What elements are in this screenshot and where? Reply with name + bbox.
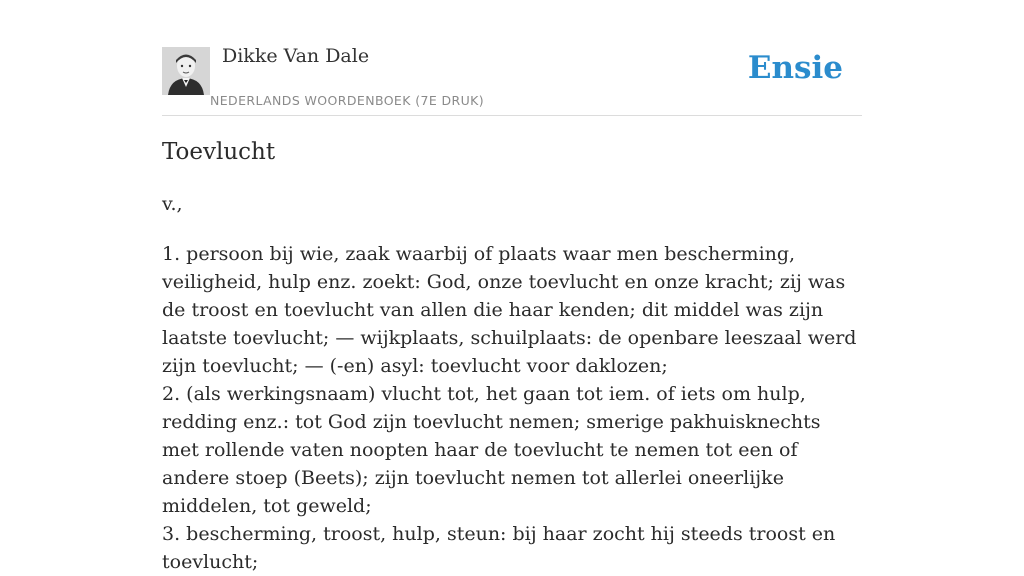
entry-term: Toevlucht: [162, 139, 276, 165]
header: [162, 0, 862, 116]
definition: [162, 240, 862, 576]
ensie-logo[interactable]: Ensie: [747, 50, 843, 86]
avatar[interactable]: [162, 47, 210, 95]
page: [162, 0, 862, 573]
portrait-icon: [162, 47, 210, 95]
grammar-label: v.,: [162, 193, 183, 215]
author-name[interactable]: Dikke Van Dale: [222, 45, 370, 67]
sense-2: 2. (als werkingsnaam) vlucht tot, het gaan tot iem. of iets om hulp, redding enz.: tot God zijn toevlucht nemen; smerige pakhuisknechts met rollende vaten noopten haar de toevlucht te nemen tot een of andere stoep (Beets); zijn toevlucht nemen tot allerlei oneerlijke middelen, tot geweld;: [162, 383, 821, 517]
sense-3: 3. bescherming, troost, hulp, steun: bij haar zocht hij steeds troost en toevlucht;: [162, 523, 836, 573]
sense-1: 1. persoon bij wie, zaak waarbij of plaats waar men bescherming, veiligheid, hulp enz. zoekt: God, onze toevlucht en onze kracht; zij was de troost en toevlucht van allen die haar kenden; dit middel was zijn laatste toevlucht; — wijkplaats, schuilplaats: de openbare leeszaal werd zijn toevlucht; — (-en) asyl: toevlucht voor daklozen;: [162, 243, 857, 377]
source-label[interactable]: NEDERLANDS WOORDENBOEK (7E DRUK): [210, 93, 485, 108]
